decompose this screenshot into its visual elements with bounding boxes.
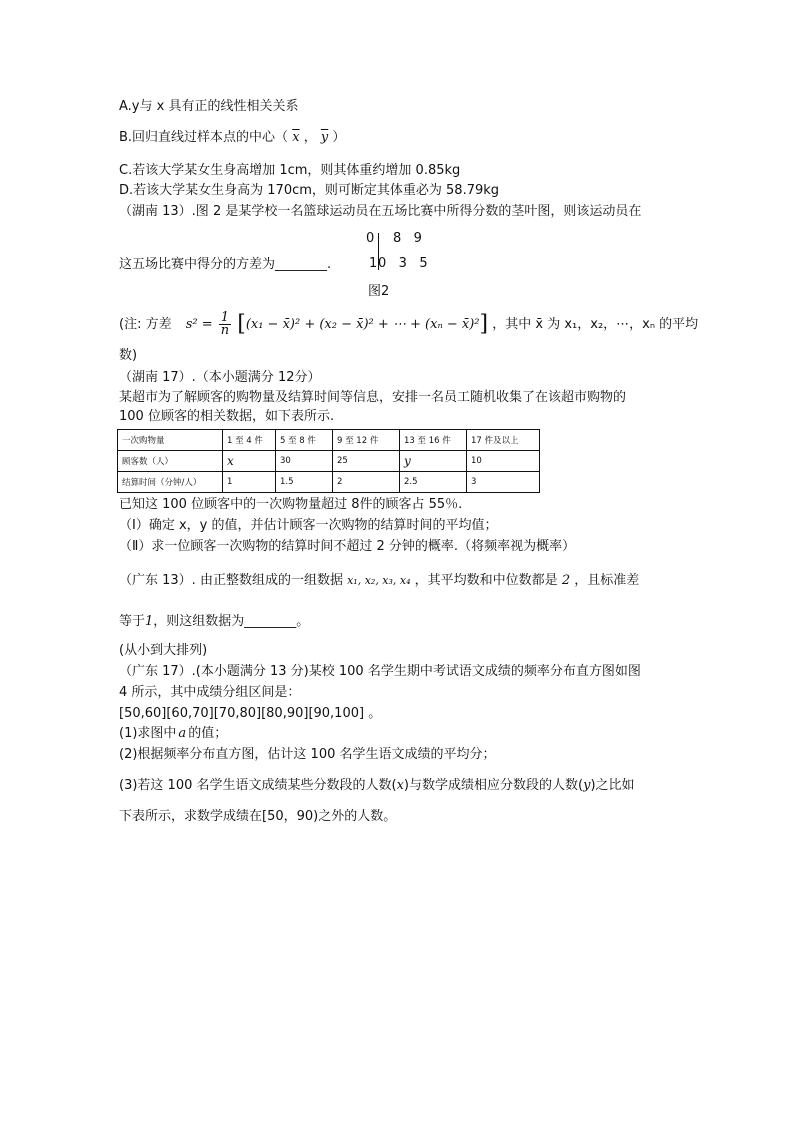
stem-row2-stem: 1 (369, 256, 378, 271)
question-2: （Ⅱ）求一位顾客一次购物的结算时间不超过 2 分钟的概率.（将频率视为概率） (119, 539, 576, 554)
option-a: A.y与 x 具有正的线性相关关系 (119, 99, 299, 114)
guangdong-13-question-cont: 等于1，则这组数据为________。 (119, 614, 310, 629)
stem-row2-leaves: 0 3 5 (378, 256, 428, 271)
guangdong-17-heading: （广东 17）.(本小题满分 13 分)某校 100 名学生期中考试语文成绩的频率分布直方图如图 (119, 664, 641, 679)
option-b: B.回归直线过样本点的中心（ $\overline{x}$ ， $\overline{y}$ ） (119, 130, 346, 145)
guangdong-17-q3: (3)若这 100 名学生语文成绩某些分数段的人数(x)与数学成绩相应分数段的人数(y)之比如 (119, 778, 635, 793)
table-row: 顾客数（人） x 30 25 y 10 (118, 451, 540, 472)
hunan-17-heading: （湖南 17）.（本小题满分 12分） (119, 370, 321, 385)
hunan-13-question: （湖南 13）.图 2 是某学校一名篮球运动员在五场比赛中所得分数的茎叶图，则该运动员在 (119, 204, 642, 219)
option-d: D.若该大学某女生身高为 170cm，则可断定其体重必为 58.79kg (119, 183, 500, 198)
guangdong-17-q3-cont: 下表所示，求数学成绩在[50，90)之外的人数。 (119, 809, 397, 824)
market-intro-2: 100 位顾客的相关数据，如下表所示. (119, 409, 335, 424)
fraction-one-over-n: $\frac{1}{n}$ (220, 310, 230, 338)
given-condition: 已知这 100 位顾客中的一次购物量超过 8件的顾客占 55％. (119, 497, 463, 512)
table-row: 一次购物量 1 至 4 件 5 至 8 件 9 至 12 件 13 至 16 件 17 件及以上 (118, 430, 540, 451)
stem-row1-leaves: 8 9 (393, 231, 422, 246)
market-intro-1: 某超市为了解顾客的购物量及结算时间等信息，安排一名员工随机收集了在该超市购物的 (119, 390, 627, 405)
question-1: （Ⅰ）确定 x，y 的值，并估计顾客一次购物的结算时间的平均值； (119, 518, 498, 533)
variance-note-end: 数) (119, 348, 138, 363)
option-c: C.若该大学某女生身高增加 1cm，则其体重约增加 0.85kg (119, 163, 461, 178)
variance-note: (注: 方差 s² = $\frac{1}{n}$ [(x₁ − x̄)² + (x₂ − x̄)² + ⋯ + (xₙ − x̄)²] ，其中 x̄ 为 x₁，x₂，⋯，xₙ 的平均 (119, 310, 699, 338)
figure-caption: 图2 (368, 284, 390, 299)
guangdong-17-intervals-intro: 4 所示，其中成绩分组区间是： (119, 685, 301, 700)
guangdong-13-question: （广东 13）. 由正整数组成的一组数据 x₁, x₂, x₃, x₄ ，其平均数和中位数都是 2 ，且标准差 (119, 573, 640, 588)
order-hint: (从小到大排列) (119, 643, 208, 658)
guangdong-17-q1: (1)求图中 a 的值； (119, 726, 228, 741)
guangdong-17-intervals: [50,60][60,70][70,80][80,90][90,100] 。 (119, 706, 382, 721)
guangdong-17-q2: (2)根据频率分布直方图，估计这 100 名学生语文成绩的平均分； (119, 747, 496, 762)
variance-question: 这五场比赛中得分的方差为________. (119, 257, 332, 272)
table-row: 结算时间（分钟/人） 1 1.5 2 2.5 3 (118, 472, 540, 493)
purchase-table (117, 429, 540, 493)
stem-row1-stem: 0 (366, 231, 375, 246)
